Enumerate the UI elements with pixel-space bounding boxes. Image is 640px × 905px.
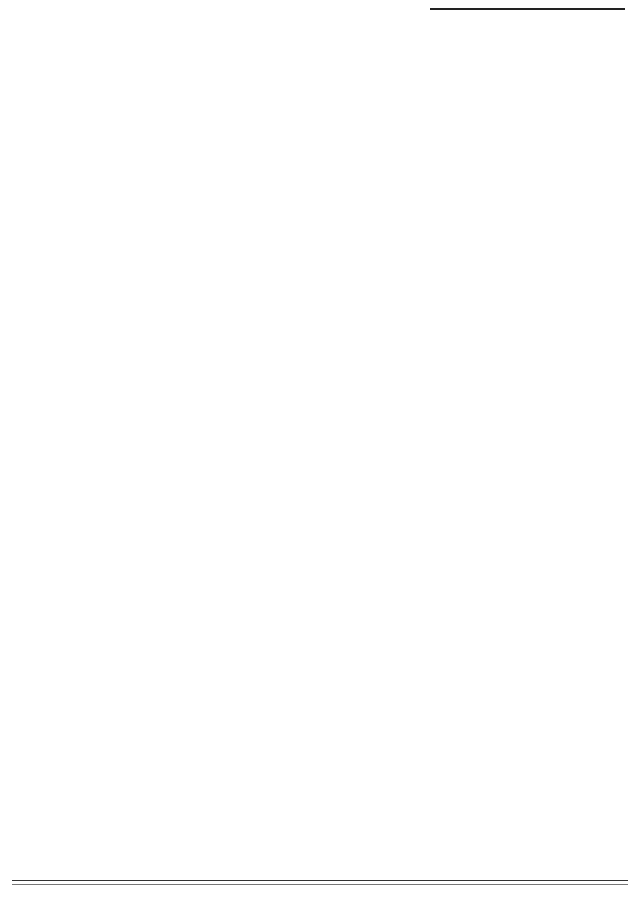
bottom-rule-secondary [12,884,628,885]
top-rule [430,8,625,10]
bottom-rule [12,880,628,881]
